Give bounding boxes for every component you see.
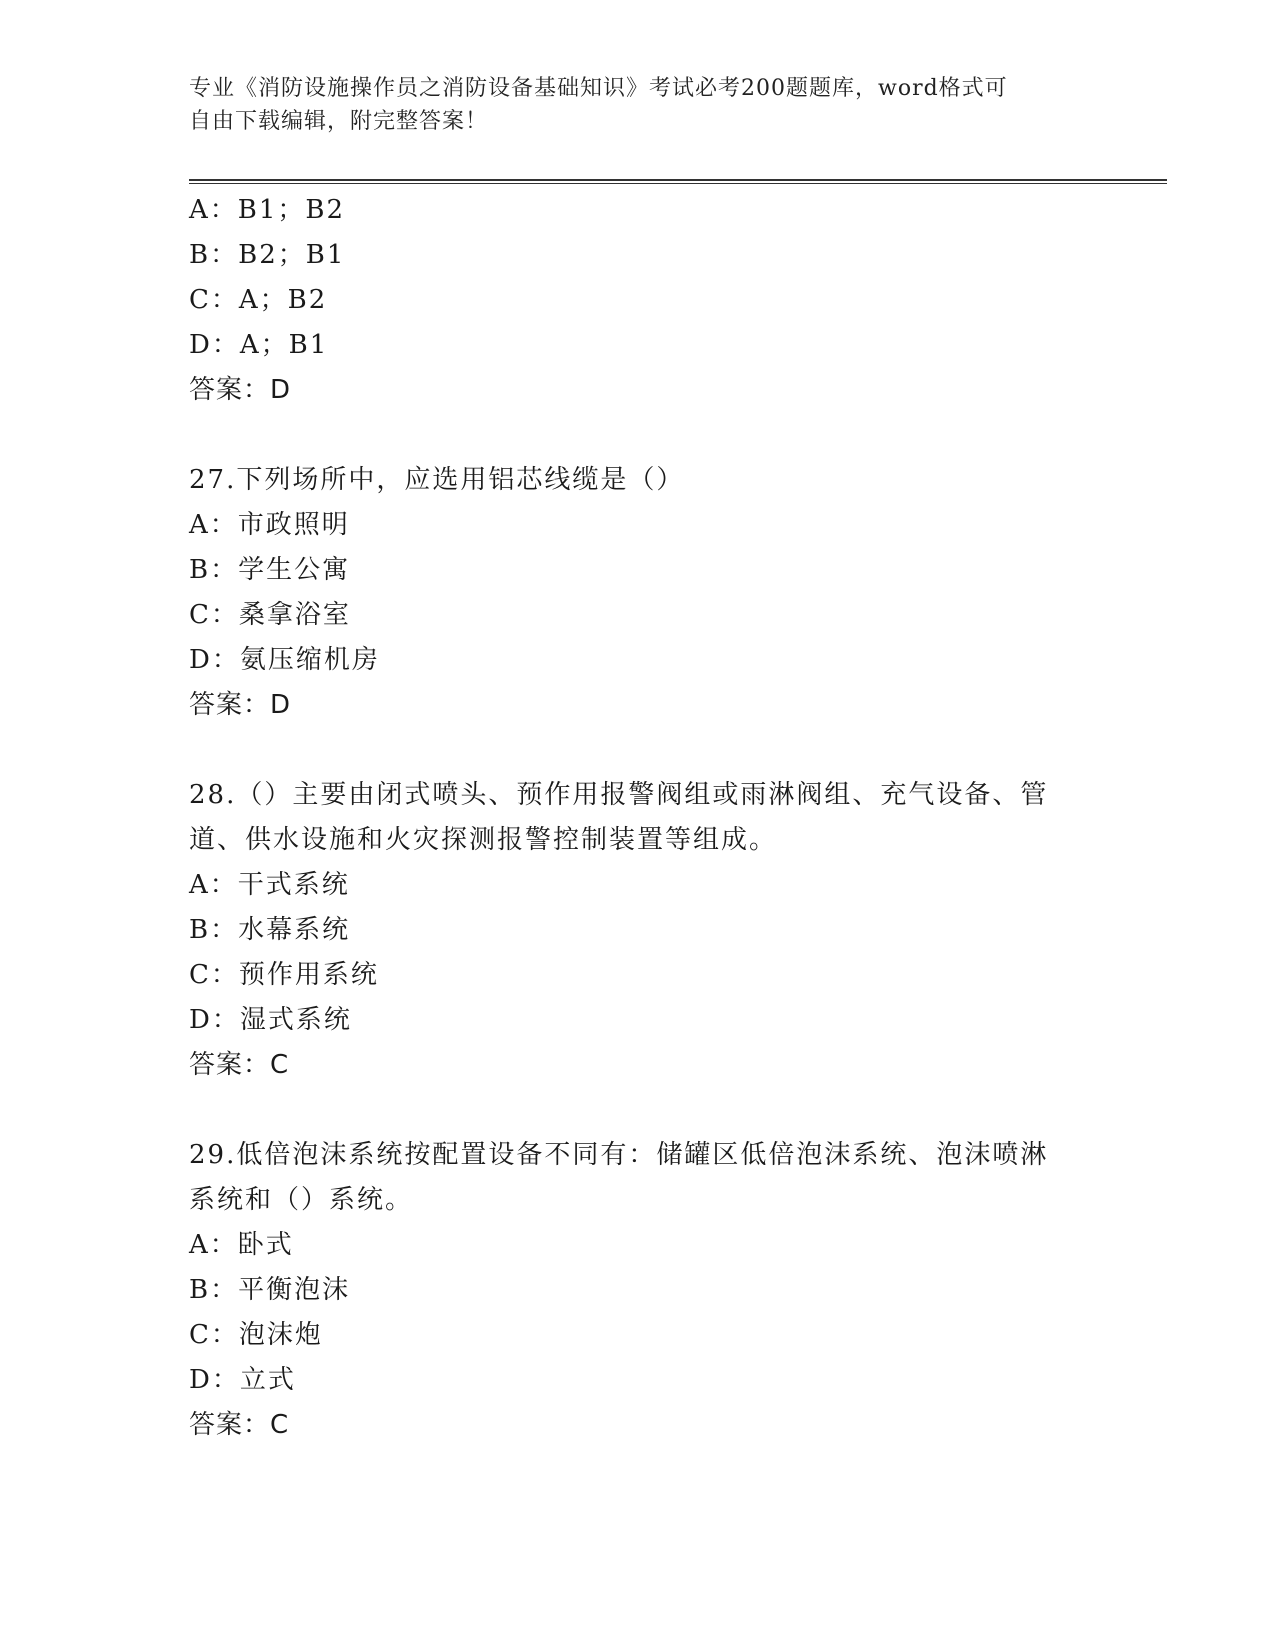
q28-stem-line-2: 道、供水设施和火灾探测报警控制装置等组成。 xyxy=(189,825,778,855)
q26-option-b: B：B2；B1 xyxy=(189,240,346,270)
header-divider-thin xyxy=(189,183,1167,184)
q27-option-a: A：市政照明 xyxy=(189,510,350,540)
q29-option-a: A：卧式 xyxy=(189,1230,294,1260)
header-line-2: 自由下载编辑，附完整答案！ xyxy=(189,109,489,134)
q26-answer: 答案：D xyxy=(189,375,292,405)
q26-option-a: A：B1；B2 xyxy=(189,195,346,225)
q29-option-d: D：立式 xyxy=(189,1365,296,1395)
q29-stem-line-2: 系统和（）系统。 xyxy=(189,1185,414,1215)
q27-stem: 27.下列场所中，应选用铝芯线缆是（） xyxy=(189,465,685,495)
q26-option-d: D：A；B1 xyxy=(189,330,329,360)
document-header xyxy=(189,72,1069,138)
q28-stem-line-1: 28.（）主要由闭式喷头、预作用报警阀组或雨淋阀组、充气设备、管 xyxy=(189,780,1049,810)
q27-option-c: C：桑拿浴室 xyxy=(189,600,351,630)
q28-answer: 答案：C xyxy=(189,1050,290,1080)
q28-option-d: D：湿式系统 xyxy=(189,1005,352,1035)
q28-option-b: B：水幕系统 xyxy=(189,915,351,945)
header-line-1: 专业《消防设施操作员之消防设备基础知识》考试必考200题题库，word格式可 xyxy=(189,76,1008,101)
q29-option-c: C：泡沫炮 xyxy=(189,1320,323,1350)
q29-option-b: B：平衡泡沫 xyxy=(189,1275,351,1305)
q28-option-c: C：预作用系统 xyxy=(189,960,379,990)
header-divider-thick xyxy=(189,179,1167,181)
q29-answer: 答案：C xyxy=(189,1410,290,1440)
q26-option-c: C：A；B2 xyxy=(189,285,328,315)
q28-option-a: A：干式系统 xyxy=(189,870,350,900)
q27-option-d: D：氨压缩机房 xyxy=(189,645,380,675)
q29-stem-line-1: 29.低倍泡沫系统按配置设备不同有：储罐区低倍泡沫系统、泡沫喷淋 xyxy=(189,1140,1049,1170)
q27-answer: 答案：D xyxy=(189,690,292,720)
q27-option-b: B：学生公寓 xyxy=(189,555,351,585)
